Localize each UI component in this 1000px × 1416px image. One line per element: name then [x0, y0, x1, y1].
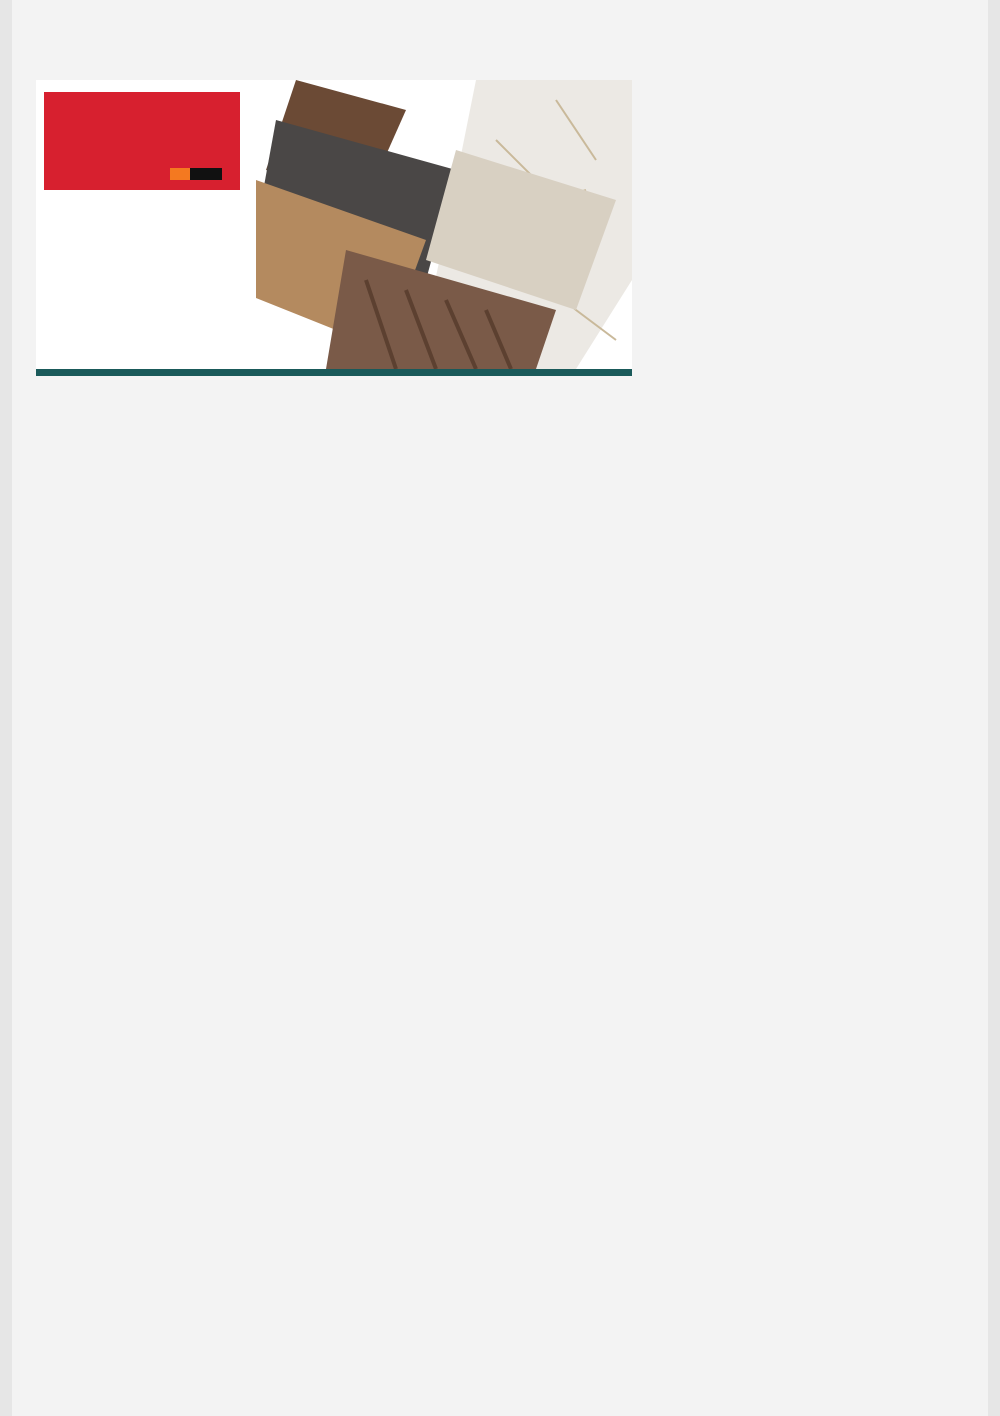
card-chip-icon: [190, 168, 222, 180]
hero-bottom-bar: [36, 369, 632, 376]
hero-banner: [36, 80, 632, 376]
tile-collage-image: [256, 80, 632, 369]
loyalty-chip-icon: [170, 168, 190, 180]
discount-badge: [44, 92, 240, 190]
